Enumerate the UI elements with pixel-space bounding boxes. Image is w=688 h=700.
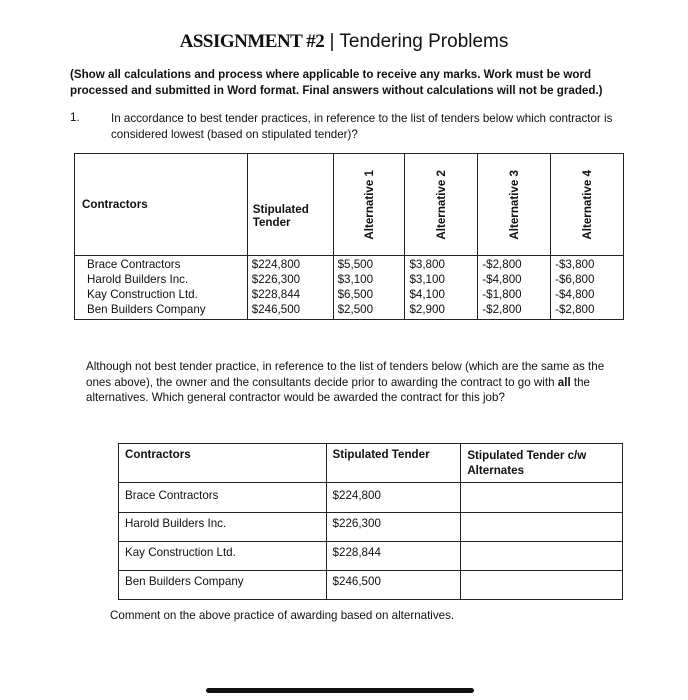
alternates-answer-cell[interactable] <box>461 513 623 542</box>
contractor-cell: Ben Builders Company <box>119 571 327 600</box>
header-alternative-2: Alternative 2 <box>405 154 478 256</box>
header-stipulated-tender-cw-alternates: Stipulated Tender c/w Alternates <box>461 444 623 483</box>
tender-cell: $226,300 <box>326 513 461 542</box>
tenders-data-row <box>75 256 624 320</box>
contractor-cell: Harold Builders Inc. <box>119 513 327 542</box>
tender-cell: $246,500 <box>326 571 461 600</box>
question-text: In accordance to best tender practices, in reference to the list of tenders below which contractor is considered lowest (based on stipulated tender)? <box>111 112 613 141</box>
header-stipulated-tender: Stipulated Tender <box>326 444 461 483</box>
emphasis-all: all <box>557 375 571 389</box>
contractor-cell: Kay Construction Ltd. <box>119 542 327 571</box>
tenders-header-row <box>75 154 624 256</box>
table-row <box>119 571 623 600</box>
alternative-2-column: $3,800 $3,100 $4,100 $2,900 <box>405 256 478 320</box>
home-indicator-bar[interactable] <box>206 688 474 693</box>
title-assignment: ASSIGNMENT #2 <box>179 31 325 52</box>
header-alternative-3: Alternative 3 <box>478 154 551 256</box>
stipulated-column: $224,800 $226,300 $228,844 $246,500 <box>247 256 333 320</box>
header-alternative-4: Alternative 4 <box>551 154 624 256</box>
table-row <box>119 513 623 542</box>
header-stipulated-tender: Stipulated Tender <box>247 154 333 256</box>
alternative-1-column: $5,500 $3,100 $6,500 $2,500 <box>333 256 405 320</box>
alternates-table <box>118 443 623 600</box>
tenders-table <box>74 153 624 320</box>
header-contractors: Contractors <box>75 154 248 256</box>
alternative-3-column: -$2,800 -$4,800 -$1,800 -$2,800 <box>478 256 551 320</box>
header-alternative-1: Alternative 1 <box>333 154 405 256</box>
alternates-answer-cell[interactable] <box>461 571 623 600</box>
comment-prompt: Comment on the above practice of awarding based on alternatives. <box>110 609 455 622</box>
alternates-header-row <box>119 444 623 483</box>
tender-cell: $228,844 <box>326 542 461 571</box>
alternates-answer-cell[interactable] <box>461 542 623 571</box>
question-number: 1. <box>70 111 80 124</box>
instructions: (Show all calculations and process where applicable to receive any marks. Work must be word processed and submitted in Word format. Final answers without calculations will not be graded.) <box>70 68 603 97</box>
header-contractors: Contractors <box>119 444 327 483</box>
table-row <box>119 542 623 571</box>
page-title <box>0 31 688 53</box>
tender-cell: $224,800 <box>326 483 461 513</box>
table-row <box>119 483 623 513</box>
alternative-4-column: -$3,800 -$6,800 -$4,800 -$2,800 <box>551 256 624 320</box>
alternates-answer-cell[interactable] <box>461 483 623 513</box>
contractors-column: Brace Contractors Harold Builders Inc. Kay Construction Ltd. Ben Builders Company <box>75 256 248 320</box>
question-2-text: Although not best tender practice, in reference to the list of tenders below (which are the same as the ones above), the owner and the consultants decide prior to awarding the contract to go with all the alternatives. Which general contractor would be awarded the contract for this job? <box>86 360 605 404</box>
contractor-cell: Brace Contractors <box>119 483 327 513</box>
title-topic: | Tendering Problems <box>324 31 509 52</box>
